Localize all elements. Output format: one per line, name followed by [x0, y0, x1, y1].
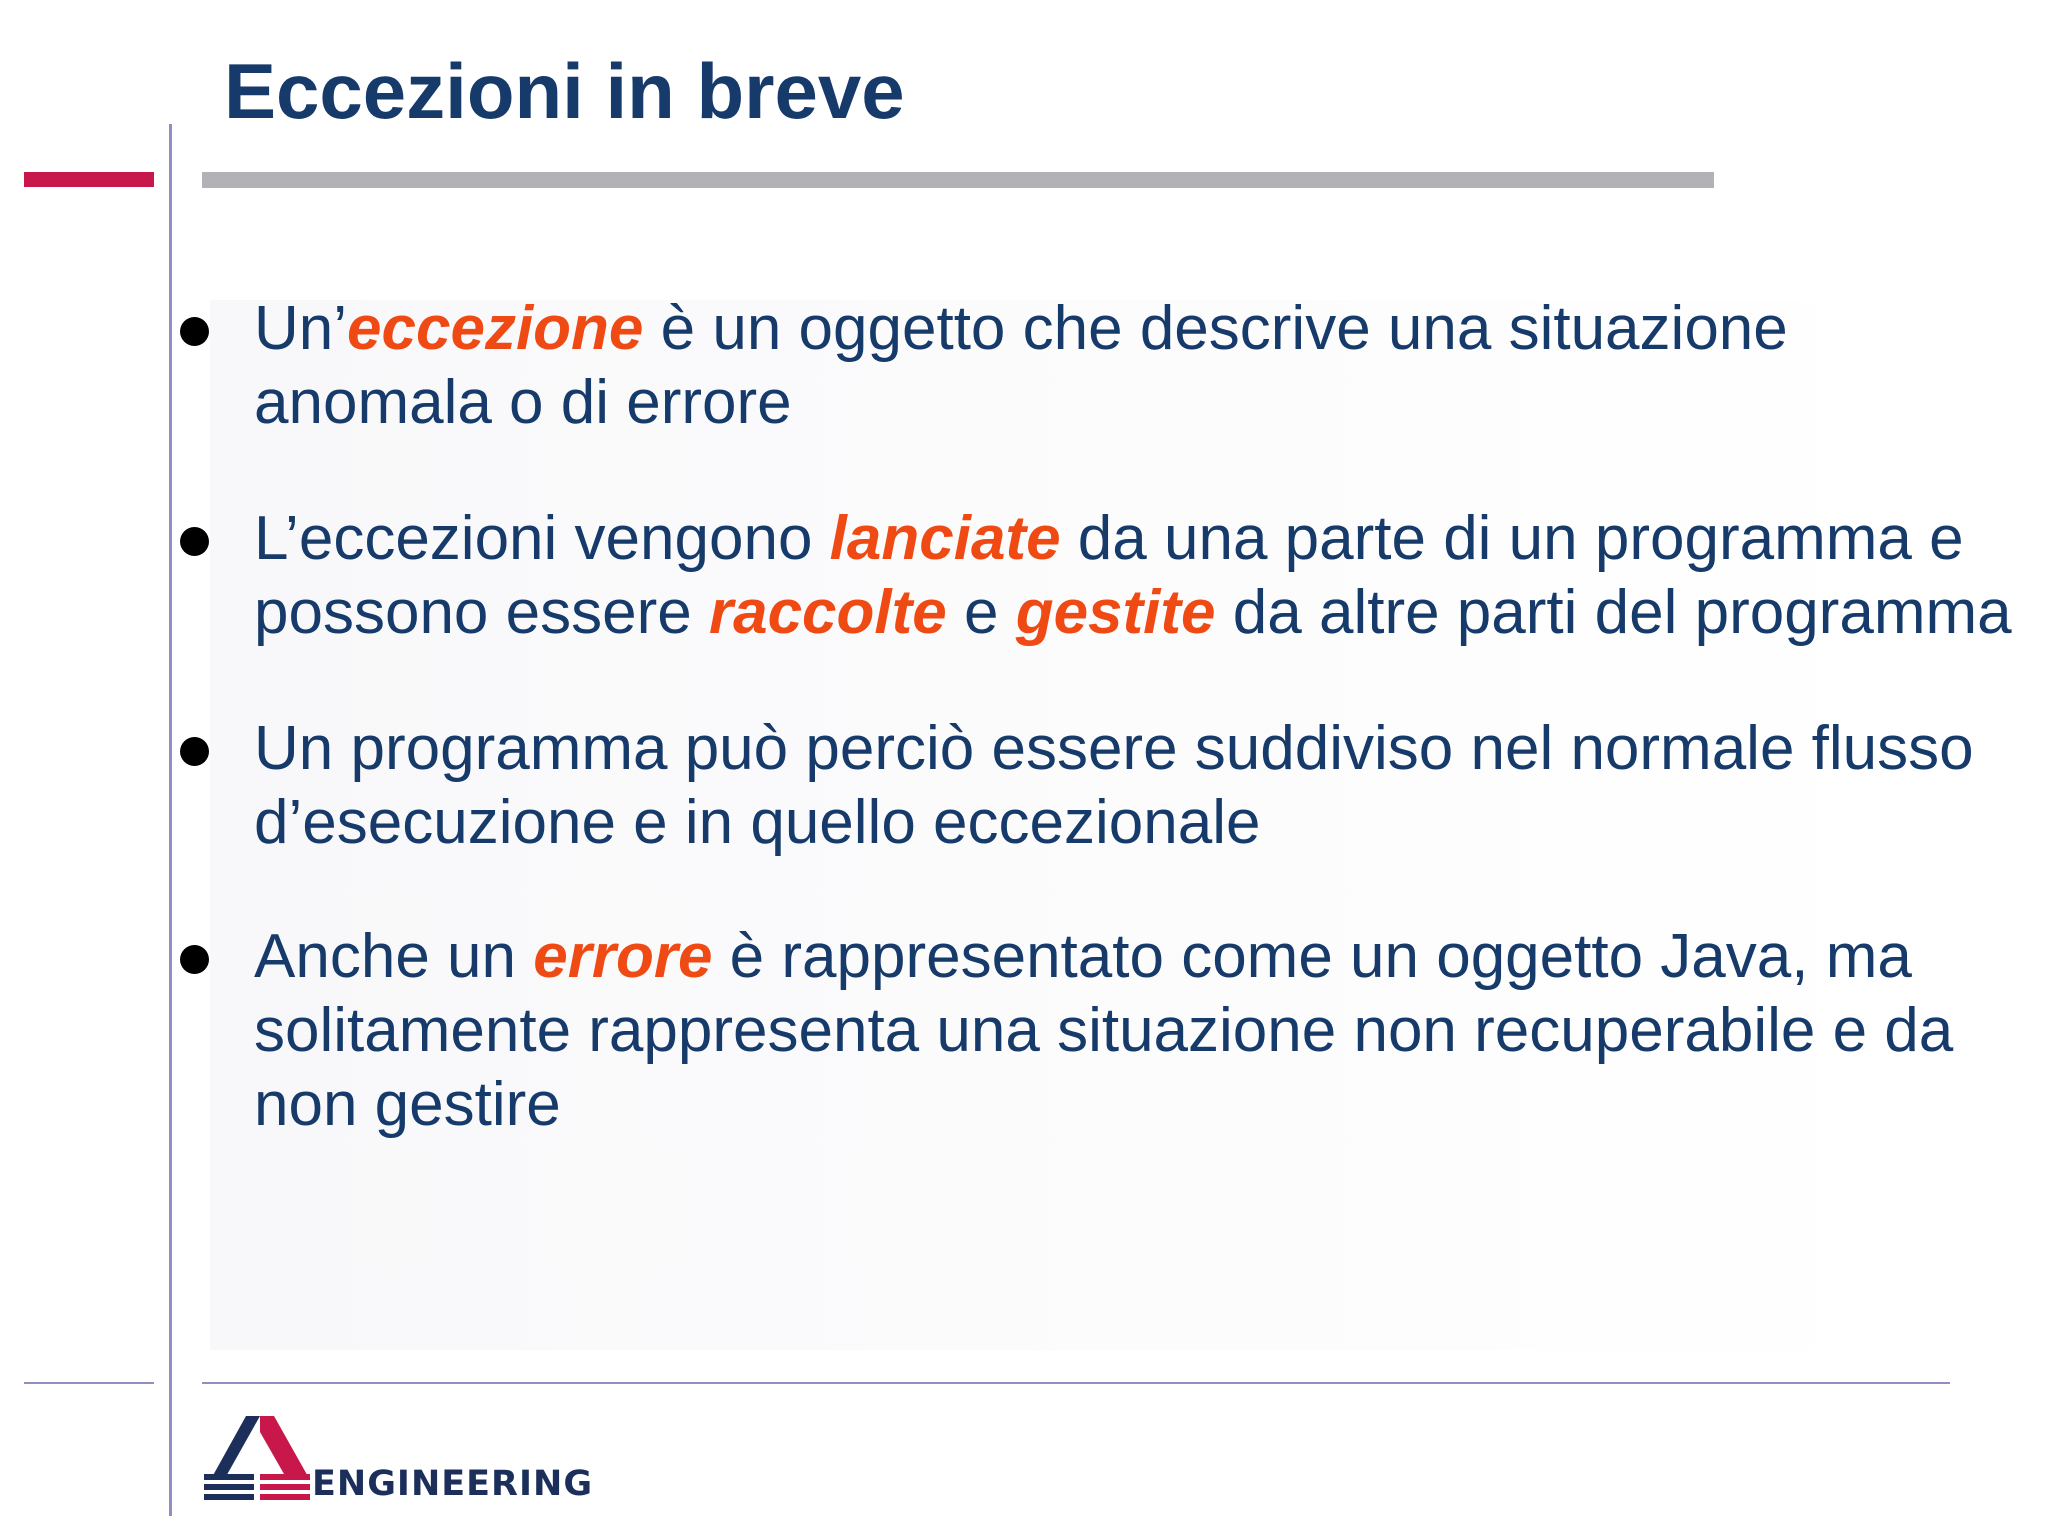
footer-rule-right [202, 1382, 1950, 1384]
bullet-emphasis: eccezione [347, 294, 644, 363]
bullet-item [176, 920, 2016, 1142]
bullet-text: Anche un [254, 922, 534, 991]
footer-rule-left [24, 1382, 154, 1384]
bullet-dot-icon [180, 945, 209, 974]
bullet-emphasis: errore [533, 922, 713, 991]
engineering-logo-icon [202, 1404, 312, 1514]
logo-wordmark: ENGINEERING [312, 1464, 594, 1504]
bullet-text: da altre parti del programma [1215, 578, 2012, 647]
slide-title: Eccezioni in breve [224, 47, 905, 135]
bullet-emphasis: raccolte [708, 578, 947, 647]
bullet-text: Un’ [254, 294, 348, 363]
bullet-text: Un programma può perciò essere suddiviso nel normale flusso d’esecuzione e in quello eccezionale [254, 714, 1974, 857]
bullet-list [176, 292, 2016, 1204]
bullet-text: e [946, 578, 1016, 647]
bullet-item [176, 502, 2016, 650]
bullet-emphasis: lanciate [829, 504, 1061, 573]
bullet-dot-icon [180, 317, 209, 346]
bullet-item [176, 292, 2016, 440]
bullet-text: da una parte di un programma e possono essere [254, 504, 1964, 647]
bullet-text: è un oggetto che descrive una situazione anomala o di errore [254, 294, 1788, 437]
bullet-dot-icon [180, 737, 209, 766]
bullet-text: è rappresentato come un oggetto Java, ma solitamente rappresenta una situazione non recuperabile e da non gestire [254, 922, 1954, 1139]
bullet-emphasis: gestite [1015, 578, 1216, 647]
bullet-text: L’eccezioni vengono [254, 504, 830, 573]
title-underline-bar [202, 172, 1714, 188]
engineering-logo [202, 1404, 594, 1514]
bullet-dot-icon [180, 527, 209, 556]
bullet-item [176, 712, 2016, 860]
red-accent-bar [24, 172, 154, 187]
vertical-rule [169, 124, 172, 1516]
